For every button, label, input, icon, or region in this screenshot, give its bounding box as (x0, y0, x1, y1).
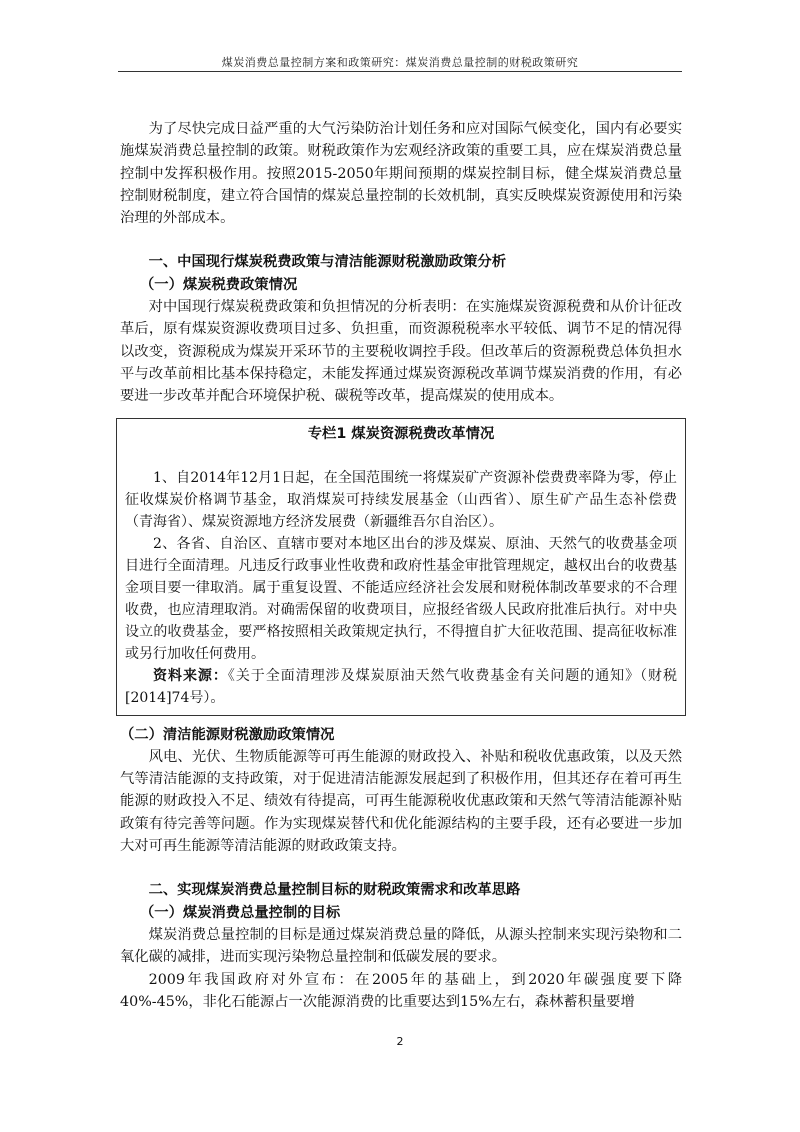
section2-paragraph-1: 煤炭消费总量控制的目标是通过煤炭消费总量的降低，从源头控制来实现污染物和二氧化碳的减排，进而实现污染物总量控制和低碳发展的要求。 (120, 926, 682, 966)
section2-paragraph-2: 2009年我国政府对外宣布：在2005年的基础上，到2020年碳强度要下降40%-45%，非化石能源占一次能源消费的比重要达到15%左右，森林蓄积量要增 (120, 971, 682, 1010)
box-title: 专栏1 煤炭资源税费改革情况 (307, 425, 495, 442)
document-body (120, 118, 682, 1013)
section2-sub1-heading: （一）煤炭消费总量控制的目标 (140, 904, 341, 921)
section1-sub1-heading: （一）煤炭税费政策情况 (140, 276, 298, 293)
section1-heading: 一、中国现行煤炭税费政策与清洁能源财税激励政策分析 (148, 254, 507, 271)
box-source-label: 资料来源： (153, 667, 228, 684)
running-header: 煤炭消费总量控制方案和政策研究：煤炭消费总量控制的财税政策研究 (221, 56, 579, 69)
sidebar-box-column1 (116, 418, 686, 716)
page-number: 2 (396, 1035, 404, 1048)
box-item-2: 2、各省、自治区、直辖市要对本地区出台的涉及煤炭、原油、天然气的收费基金项目进行全面清理。凡违反行政事业性收费和政府性基金审批管理规定，越权出台的收费基金项目要一律取消。属于重复设置、不能适应经济社会发展和财税体制改革要求的不合理收费，也应清理取消。对确需保留的收费项目，应报经省级人民政府批准后执行。对中央设立的收费基金，要严格按照相关政策规定执行，不得擅自扩大征收范围、提高征收标准或另行加收任何费用。 (125, 535, 677, 662)
header-rule (118, 71, 682, 72)
section1-sub2-paragraph: 风电、光伏、生物质能源等可再生能源的财政投入、补贴和税收优惠政策，以及天然气等清洁能源的支持政策，对于促进清洁能源发展起到了积极作用，但其还存在着可再生能源的财政投入不足、绩效有待提高，可再生能源税收优惠政策和天然气等清洁能源补贴政策有待完善等问题。作为实现煤炭替代和优化能源结构的主要手段，还有必要进一步加大对可再生能源等清洁能源的财政政策支持。 (120, 748, 682, 855)
box-source (125, 665, 677, 709)
section1-sub1-paragraph: 对中国现行煤炭税费政策和负担情况的分析表明：在实施煤炭资源税费和从价计征改革后，原有煤炭资源收费项目过多、负担重，而资源税税率水平较低、调节不足的情况得以改变，资源税成为煤炭开采环节的主要税收调控手段。但改革后的资源税费总体负担水平与改革前相比基本保持稳定，未能发挥通过煤炭资源税改革调节煤炭消费的作用，有必要进一步改革并配合环境保护税、碳税等改革，提高煤炭的使用成本。 (120, 299, 682, 405)
intro-paragraph: 为了尽快完成日益严重的大气污染防治计划任务和应对国际气候变化，国内有必要实施煤炭消费总量控制的政策。财税政策作为宏观经济政策的重要工具，应在煤炭消费总量控制中发挥积极作用。按照2015-2050年期间预期的煤炭控制目标，健全煤炭消费总量控制财税制度，建立符合国情的煤炭总量控制的长效机制，真实反映煤炭资源使用和污染治理的外部成本。 (120, 121, 682, 227)
spacer (120, 857, 682, 879)
box-source-text: 《关于全面清理涉及煤炭原油天然气收费基金有关问题的通知》（财税[2014]74号）。 (125, 667, 678, 706)
section2-heading: 二、实现煤炭消费总量控制目标的财税政策需求和改革思路 (148, 882, 521, 899)
section1-sub2-heading: （二）清洁能源财税激励政策情况 (120, 726, 335, 743)
spacer (120, 229, 682, 251)
box-item-1: 1、自2014年12月1日起，在全国范围统一将煤炭矿产资源补偿费费率降为零，停止征收煤炭价格调节基金，取消煤炭可持续发展基金（山西省）、原生矿产品生态补偿费（青海省）、煤炭资源地方经济发展费（新疆维吾尔自治区）。 (125, 469, 677, 530)
